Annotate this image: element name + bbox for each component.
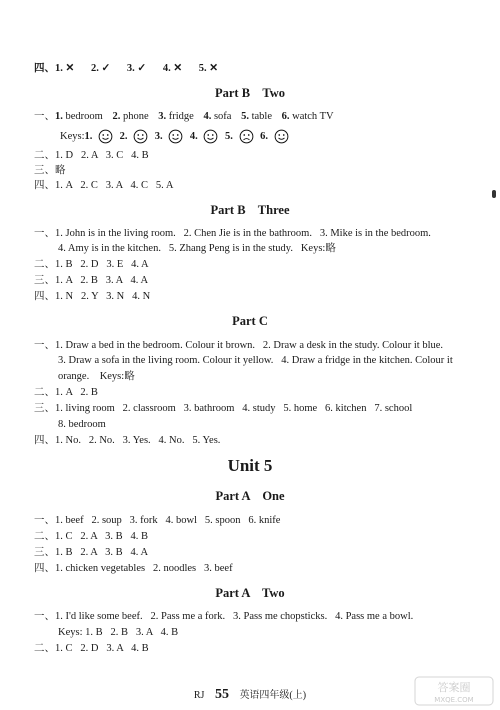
part-b-three-line-2: 4. Amy is in the kitchen. 5. Zhang Peng is in the study. Keys:略 — [58, 243, 336, 254]
footer-edition: RJ — [193, 690, 205, 701]
part-a-two-line-3: 二、1. C 2. D 3. A 4. B — [34, 643, 149, 654]
smile-face-icon — [203, 129, 218, 144]
part-b-two-line-1: 一、1. bedroom 2. phone 3. fridge 4. sofa 5. table 6. watch TV — [34, 111, 334, 122]
heading-part-a-two: Part A Two — [215, 586, 285, 600]
smile-face-icon — [133, 129, 148, 144]
part-c-line-1: 一、1. Draw a bed in the bedroom. Colour it brown. 2. Draw a desk in the study. Colour it blue. — [34, 340, 444, 351]
part-b-three-line-4: 三、1. A 2. B 3. A 4. A — [34, 275, 149, 286]
check-icon: ✓ — [137, 63, 147, 74]
footer-book-title: 英语四年级(上) — [239, 690, 307, 701]
check-icon: ✓ — [101, 63, 111, 74]
heading-part-c: Part C — [232, 314, 268, 328]
part-c-line-4: 二、1. A 2. B — [34, 387, 98, 398]
part-a-one-line-1: 一、1. beef 2. soup 3. fork 4. bowl 5. spoon 6. knife — [34, 515, 281, 526]
part-a-one-line-4: 四、1. chicken vegetables 2. noodles 3. beef — [34, 563, 233, 574]
part-b-three-line-5: 四、1. N 2. Y 3. N 4. N — [34, 291, 151, 302]
part-c-line-6: 8. bedroom — [58, 419, 106, 430]
part-b-two-line-3: 二、1. D 2. A 3. C 4. B — [34, 150, 149, 161]
part-b-two-line-4: 三、略 — [34, 165, 66, 176]
smile-face-icon — [98, 129, 113, 144]
smile-face-icon — [168, 129, 183, 144]
part-a-two-line-2: Keys: 1. B 2. B 3. A 4. B — [58, 627, 179, 638]
heading-part-a-one: Part A One — [215, 489, 285, 503]
section-4-marks: 四、1. ✕ 2. ✓ 3. ✓ 4. ✕ 5. ✕ — [34, 63, 219, 74]
part-a-one-line-2: 二、1. C 2. A 3. B 4. B — [34, 531, 149, 542]
part-a-two-line-1: 一、1. I'd like some beef. 2. Pass me a fork. 3. Pass me chopsticks. 4. Pass me a bowl. — [34, 611, 414, 622]
cross-icon: ✕ — [65, 63, 75, 74]
part-b-three-line-1: 一、1. John is in the living room. 2. Chen Jie is in the bathroom. 3. Mike is in the bedroom. — [34, 228, 431, 239]
part-a-one-line-3: 三、1. B 2. A 3. B 4. A — [34, 547, 149, 558]
edge-mark — [492, 190, 496, 198]
part-b-two-line-5: 四、1. A 2. C 3. A 4. C 5. A — [34, 180, 174, 191]
part-c-line-7: 四、1. No. 2. No. 3. Yes. 4. No. 5. Yes. — [34, 435, 221, 446]
svg-text:MXQE.COM: MXQE.COM — [434, 696, 474, 704]
unit-title: Unit 5 — [227, 456, 273, 475]
part-b-three-line-3: 二、1. B 2. D 3. E 4. A — [34, 259, 149, 270]
part-c-line-3: orange. Keys:略 — [58, 371, 135, 382]
page-number: 55 — [214, 687, 229, 702]
cross-icon: ✕ — [173, 63, 183, 74]
watermark-logo — [414, 676, 494, 706]
heading-part-b-two: Part B Two — [214, 86, 286, 100]
smile-face-icon — [274, 129, 289, 144]
part-c-line-2: 3. Draw a sofa in the living room. Colour it yellow. 4. Draw a fridge in the kitchen. Colour it — [58, 355, 453, 366]
part-c-line-5: 三、1. living room 2. classroom 3. bathroom 4. study 5. home 6. kitchen 7. school — [34, 403, 413, 414]
cross-icon: ✕ — [209, 63, 219, 74]
svg-text:答案圈: 答案圈 — [437, 681, 471, 694]
heading-part-b-three: Part B Three — [210, 203, 290, 217]
sad-face-icon — [239, 129, 254, 144]
part-b-two-keys: Keys:1. 2. 3. 4. 5. 6. — [60, 128, 293, 146]
